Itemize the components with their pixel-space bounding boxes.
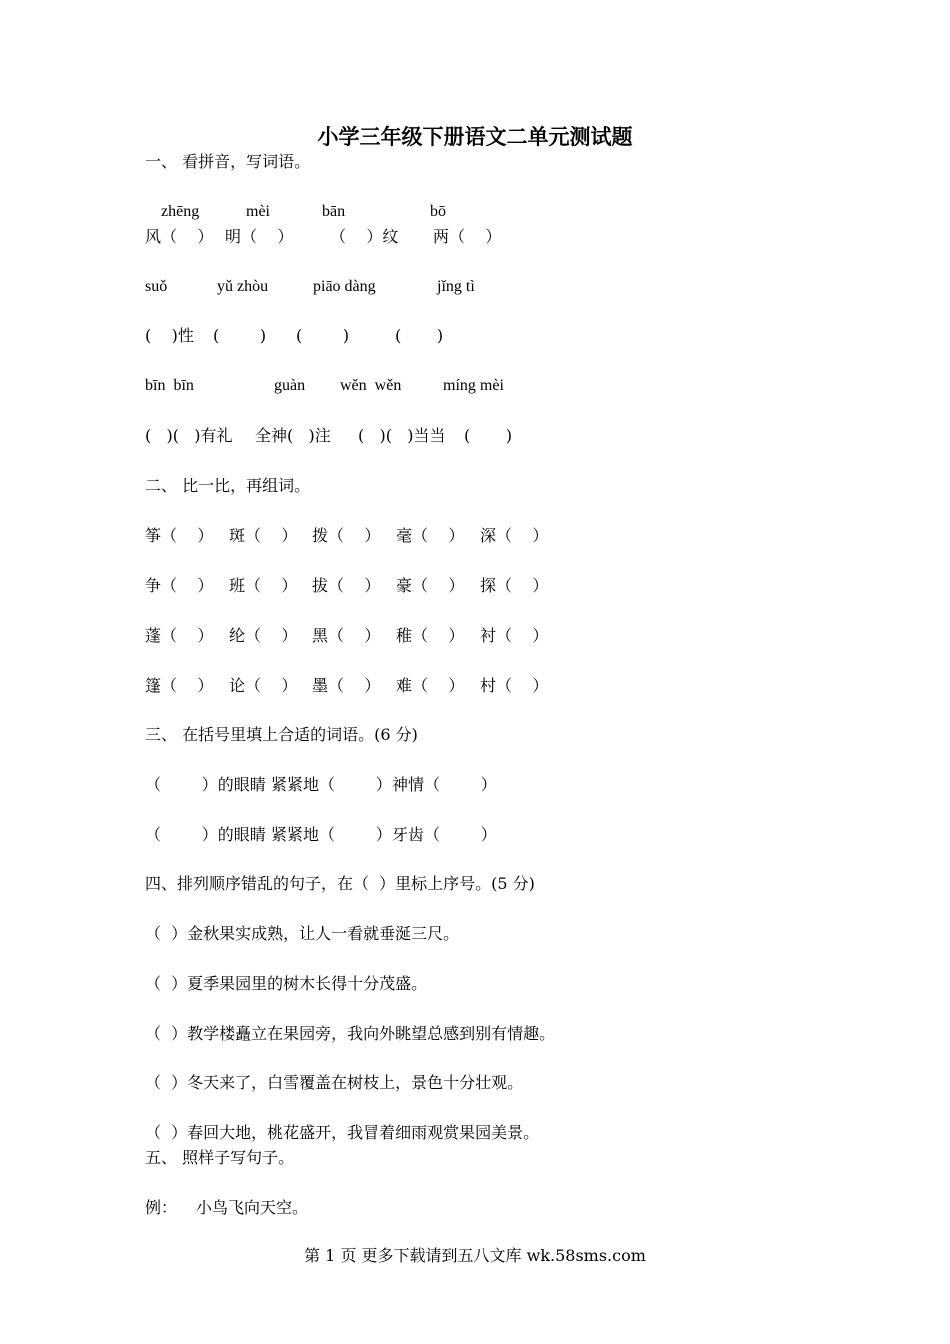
compare-cell: 豪（ ） — [396, 576, 465, 595]
word-blank: 两（ ） — [433, 227, 502, 246]
pinyin: piāo dàng — [313, 278, 376, 295]
compare-cell: 班（ ） — [229, 576, 298, 595]
word-blank: ( ) — [395, 326, 444, 345]
compare-cell: 拨（ ） — [312, 526, 381, 545]
order-sentence: （ ）金秋果实成熟，让人一看就垂涎三尺。 — [145, 924, 460, 943]
word-blank: ( )( )有礼 — [145, 426, 233, 445]
pinyin: zhēng — [161, 203, 200, 220]
word-blank: ( ) — [213, 326, 267, 345]
word-blank: 风（ ） — [145, 227, 214, 246]
word-blank: ( )性 — [145, 326, 194, 345]
pinyin: bān — [322, 203, 346, 220]
section-one-heading: 一、 看拼音，写词语。 — [145, 152, 311, 171]
word-blank: ( ) — [296, 326, 350, 345]
fill-phrase: 紧紧地（ ） — [271, 775, 392, 794]
compare-cell: 衬（ ） — [480, 626, 549, 645]
pinyin: guàn — [274, 377, 306, 394]
compare-cell: 毫（ ） — [396, 526, 465, 545]
pinyin: bō — [430, 203, 446, 220]
compare-cell: 篷（ ） — [145, 676, 214, 695]
fill-phrase: （ ）的眼睛 — [145, 825, 266, 844]
pinyin: bīn bīn — [145, 377, 194, 394]
word-blank: ( )( )当当 — [358, 426, 446, 445]
word-blank: （ ）纹 — [330, 227, 399, 246]
order-sentence: （ ）冬天来了，白雪覆盖在树枝上，景色十分壮观。 — [145, 1073, 524, 1092]
order-sentence: （ ）春回大地，桃花盛开，我冒着细雨观赏果园美景。 — [145, 1123, 540, 1142]
fill-phrase: 牙齿（ ） — [392, 825, 497, 844]
pinyin: yǔ zhòu — [217, 278, 269, 295]
section-four-heading: 四、排列顺序错乱的句子，在（ ）里标上序号。(5 分) — [145, 874, 535, 893]
compare-cell: 蓬（ ） — [145, 626, 214, 645]
compare-cell: 争（ ） — [145, 576, 214, 595]
compare-cell: 筝（ ） — [145, 526, 214, 545]
compare-cell: 探（ ） — [480, 576, 549, 595]
compare-cell: 斑（ ） — [229, 526, 298, 545]
pinyin: jǐng tì — [437, 278, 475, 295]
compare-cell: 论（ ） — [229, 676, 298, 695]
order-sentence: （ ）教学楼矗立在果园旁，我向外眺望总感到别有情趣。 — [145, 1024, 556, 1043]
section-two-heading: 二、 比一比，再组词。 — [145, 476, 311, 495]
word-blank: 明（ ） — [225, 227, 294, 246]
order-sentence: （ ）夏季果园里的树木长得十分茂盛。 — [145, 974, 428, 993]
pinyin: suǒ — [145, 278, 168, 295]
compare-cell: 难（ ） — [396, 676, 465, 695]
section-three-heading: 三、 在括号里填上合适的词语。(6 分) — [145, 725, 418, 744]
compare-cell: 村（ ） — [480, 676, 549, 695]
compare-cell: 黑（ ） — [312, 626, 381, 645]
compare-cell: 纶（ ） — [229, 626, 298, 645]
example-label: 例： — [145, 1198, 178, 1217]
compare-cell: 深（ ） — [480, 526, 549, 545]
pinyin: míng mèi — [443, 377, 504, 394]
compare-cell: 墨（ ） — [312, 676, 381, 695]
compare-cell: 稚（ ） — [396, 626, 465, 645]
fill-phrase: 紧紧地（ ） — [271, 825, 392, 844]
page-title: 小学三年级下册语文二单元测试题 — [317, 124, 633, 149]
pinyin: mèi — [246, 203, 270, 220]
example-sentence: 小鸟飞向天空。 — [196, 1198, 309, 1217]
fill-phrase: 神情（ ） — [392, 775, 497, 794]
fill-phrase: （ ）的眼睛 — [145, 775, 266, 794]
compare-cell: 拔（ ） — [312, 576, 381, 595]
pinyin: wěn wěn — [340, 377, 402, 394]
page-footer: 第 1 页 更多下载请到五八文库 wk.58sms.com — [304, 1246, 646, 1265]
section-five-heading: 五、 照样子写句子。 — [145, 1148, 295, 1167]
word-blank: ( ) — [464, 426, 513, 445]
word-blank: 全神( )注 — [255, 426, 331, 445]
